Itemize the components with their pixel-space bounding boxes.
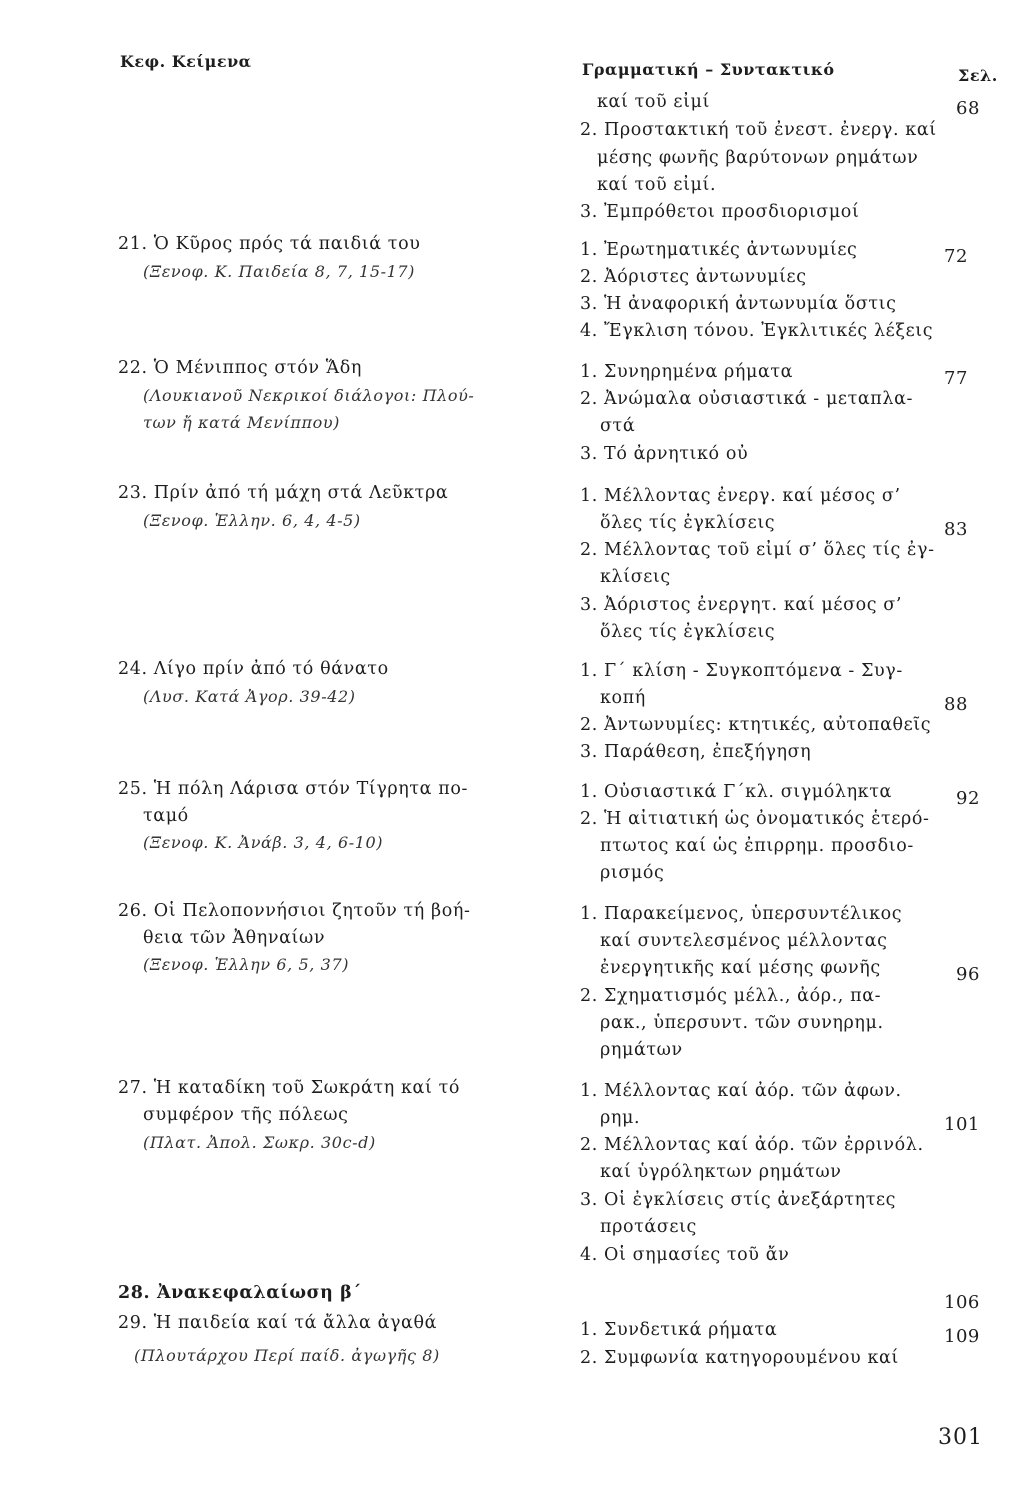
ch23-g1-line1: 1. Μέλλοντας ἐνεργ. καί μέσος σ’ [580,486,901,506]
ch29-g1: 1. Συνδετικά ρήματα [580,1320,778,1340]
ch24-title: 24. Λίγο πρίν ἀπό τό θάνατο [118,659,389,679]
ch24-g1-line2: κοπή [600,688,646,708]
ch21-g2: 2. Ἀόριστες ἀντωνυμίες [580,267,807,287]
ch25-title-line1: 25. Ἡ πόλη Λάρισα στόν Τίγρητα πο- [118,779,468,799]
ch21-g4: 4. Ἔγκλιση τόνου. Ἐγκλιτικές λέξεις [580,321,934,341]
header-grammar: Γραμματική – Συντακτικό [582,60,835,79]
ch22-g2-line1: 2. Ἀνώμαλα οὐσιαστικά - μεταπλα- [580,389,914,409]
top-g3: 3. Ἐμπρόθετοι προσδιορισμοί [580,202,860,222]
ch27-title-line1: 27. Ἡ καταδίκη τοῦ Σωκράτη καί τό [118,1078,460,1098]
ch29-title: 29. Ἡ παιδεία καί τά ἄλλα ἀγαθά [118,1313,438,1333]
header-texts: Κεφ. Κείμενα [120,52,252,71]
ch25-page: 92 [956,788,980,809]
ch26-title-line2: θεια τῶν Ἀθηναίων [143,928,326,948]
page-number: 301 [938,1425,983,1450]
ch22-page: 77 [944,368,968,389]
ch27-g2-line1: 2. Μέλλοντας καί ἀόρ. τῶν ἐρρινόλ. [580,1135,924,1155]
ch29-source: (Πλουτάρχου Περί παίδ. ἀγωγῆς 8) [134,1346,440,1365]
ch28-page: 106 [944,1292,980,1313]
ch26-page: 96 [956,964,980,985]
ch26-g2-line1: 2. Σχηματισμός μέλλ., ἀόρ., πα- [580,986,882,1006]
top-page: 68 [956,98,980,119]
ch22-g1: 1. Συνηρημένα ρήματα [580,362,794,382]
ch23-g3-line2: ὅλες τίς ἐγκλίσεις [600,622,776,642]
ch22-title: 22. Ὁ Μένιππος στόν Ἅδη [118,358,362,378]
ch26-source: (Ξενοφ. Ἑλλην 6, 5, 37) [143,955,350,974]
ch28-title: 28. Ἀνακεφαλαίωση β΄ [118,1283,362,1303]
ch21-page: 72 [944,246,968,267]
ch27-g1-line1: 1. Μέλλοντας καί ἀόρ. τῶν ἀφων. [580,1081,902,1101]
ch22-source2: των ἤ κατά Μενίππου) [143,413,341,432]
top-cont-line: καί τοῦ εἰμί [597,92,710,112]
ch25-g2-line1: 2. Ἡ αἰτιατική ὡς ὀνοματικός ἑτερό- [580,809,930,829]
ch21-g3: 3. Ἡ ἀναφορική ἀντωνυμία ὅστις [580,294,897,314]
ch23-source: (Ξενοφ. Ἑλλην. 6, 4, 4-5) [143,511,361,530]
ch21-g1: 1. Ἐρωτηματικές ἀντωνυμίες [580,240,858,260]
ch25-title-line2: ταμό [143,806,189,826]
ch24-source: (Λυσ. Κατά Ἀγορ. 39-42) [143,687,356,706]
ch24-g2: 2. Ἀντωνυμίες: κτητικές, αὐτοπαθεῖς [580,715,932,735]
top-g2-line1: 2. Προστακτική τοῦ ἐνεστ. ἐνεργ. καί [580,120,937,140]
ch27-g2-line2: καί ὑγρόληκτων ρημάτων [600,1162,842,1182]
ch27-g1-line2: ρημ. [600,1108,641,1128]
header-page: Σελ. [958,66,998,85]
ch25-g2-line3: ρισμός [600,863,665,883]
ch26-g1-line2: καί συντελεσμένος μέλλοντας [600,931,888,951]
ch23-g1-line2: ὅλες τίς ἐγκλίσεις [600,513,776,533]
ch27-source: (Πλατ. Ἀπολ. Σωκρ. 30c-d) [143,1133,376,1152]
ch22-source1: (Λουκιανοῦ Νεκρικοί διάλογοι: Πλού- [143,386,475,405]
top-g2-line3: καί τοῦ εἰμί. [597,175,717,195]
ch22-g2-line2: στά [600,416,636,436]
ch27-title-line2: συμφέρον τῆς πόλεως [143,1105,349,1125]
ch23-title: 23. Πρίν ἀπό τή μάχη στά Λεῦκτρα [118,483,449,503]
ch21-source: (Ξενοφ. Κ. Παιδεία 8, 7, 15-17) [143,262,416,281]
ch25-g1: 1. Οὐσιαστικά Γ΄κλ. σιγμόληκτα [580,782,892,802]
ch23-g2-line1: 2. Μέλλοντας τοῦ εἰμί σ’ ὅλες τίς ἐγ- [580,540,935,560]
ch26-g1-line3: ἐνεργητικῆς καί μέσης φωνῆς [600,958,881,978]
ch23-g3-line1: 3. Ἀόριστος ἐνεργητ. καί μέσος σ’ [580,595,903,615]
ch25-g2-line2: πτωτος καί ὡς ἐπιρρημ. προσδιο- [600,836,914,856]
ch24-page: 88 [944,694,968,715]
ch24-g3: 3. Παράθεση, ἐπεξήγηση [580,742,812,762]
ch23-page: 83 [944,519,968,540]
ch26-g2-line3: ρημάτων [600,1040,683,1060]
ch22-g3: 3. Τό ἀρνητικό οὐ [580,444,749,464]
ch29-page: 109 [944,1326,980,1347]
ch27-g3-line1: 3. Οἱ ἐγκλίσεις στίς ἀνεξάρτητες [580,1190,897,1210]
ch26-g1-line1: 1. Παρακείμενος, ὑπερσυντέλικος [580,904,903,924]
ch27-page: 101 [944,1114,980,1135]
ch26-g2-line2: ρακ., ὑπερσυντ. τῶν συνηρημ. [600,1013,884,1033]
ch29-g2: 2. Συμφωνία κατηγορουμένου καί [580,1348,899,1368]
ch27-g3-line2: προτάσεις [600,1217,697,1237]
ch24-g1-line1: 1. Γ΄ κλίση - Συγκοπτόμενα - Συγ- [580,661,903,681]
ch23-g2-line2: κλίσεις [600,567,671,587]
ch27-g4: 4. Οἱ σημασίες τοῦ ἄν [580,1245,790,1265]
top-g2-line2: μέσης φωνῆς βαρύτονων ρημάτων [597,148,919,168]
ch26-title-line1: 26. Οἱ Πελοποννήσιοι ζητοῦν τή βοή- [118,901,471,921]
ch21-title: 21. Ὁ Κῦρος πρός τά παιδιά του [118,234,421,254]
ch25-source: (Ξενοφ. Κ. Ἀνάβ. 3, 4, 6-10) [143,833,384,852]
